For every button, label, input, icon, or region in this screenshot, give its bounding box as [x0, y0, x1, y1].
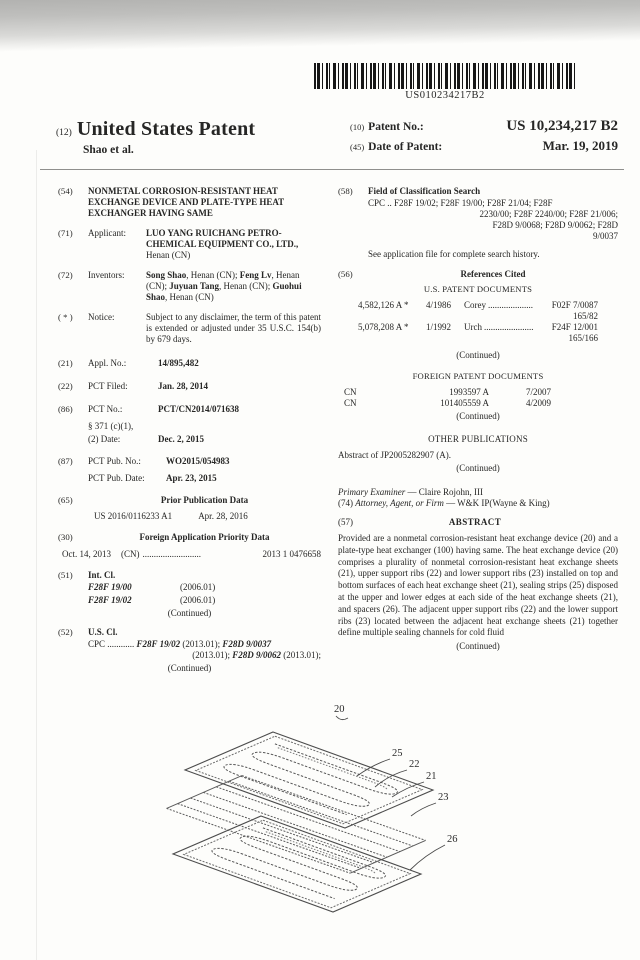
field-58-code: (58) — [338, 186, 353, 196]
prior-pub-date: Apr. 28, 2016 — [198, 511, 248, 521]
ref-date: 4/1986 — [426, 300, 452, 310]
field-87-code: (87) — [58, 456, 73, 466]
inventor-name: Feng Lv — [239, 270, 272, 280]
field-65-prior-pub — [58, 495, 321, 522]
label-23-leader — [411, 803, 436, 816]
bottom-plate — [173, 816, 421, 912]
inventors-value — [146, 270, 321, 303]
inventor-location: , Henan (CN); — [146, 270, 300, 291]
primary-examiner-line — [338, 487, 618, 498]
figure-label-20: 20 — [334, 704, 345, 715]
classification-version: (2006.01) — [180, 595, 216, 605]
figure-label-25: 25 — [392, 748, 403, 759]
search-note: See application file for complete search history. — [368, 249, 540, 259]
applicant-location: Henan (CN) — [146, 250, 191, 260]
kind-code-number: (12) — [56, 128, 72, 138]
field-30-priority — [58, 532, 321, 560]
us-cl-heading-row — [58, 627, 321, 638]
figure-drawing — [108, 698, 552, 930]
classification-code: F28F 19/02 — [136, 639, 181, 649]
spacer — [58, 421, 88, 432]
field-21-code: (21) — [58, 358, 73, 368]
int-cl-entry-line — [88, 595, 321, 606]
search-heading-row — [338, 186, 618, 197]
field-22-pct-filed — [58, 381, 321, 392]
leader-dots: .......................... — [142, 549, 201, 559]
inventor-name: Juyuan Tang — [169, 281, 220, 291]
field-22-code: (22) — [58, 381, 73, 391]
foreign-reference-row — [344, 387, 578, 398]
field-52-us-cl — [58, 627, 321, 674]
barcode-block — [312, 63, 578, 101]
attorney-label: Attorney, Agent, or Firm — [355, 498, 444, 508]
classification-code: F28D 9/0037 — [222, 639, 272, 649]
patent-date-row — [350, 138, 618, 154]
patent-date-label: Date of Patent: — [368, 141, 443, 153]
search-note-row — [338, 249, 618, 260]
abstract-heading-row — [338, 517, 618, 528]
pct-pub-date-label: PCT Pub. Date: — [88, 473, 145, 483]
figure-leader-lines — [336, 716, 445, 870]
patent-header — [56, 118, 618, 157]
field-74-code: (74) — [338, 498, 356, 508]
other-publications-heading: OTHER PUBLICATIONS — [428, 434, 528, 444]
us-cl-cpc-line1 — [58, 639, 321, 661]
priority-date: Oct. 14, 2013 — [62, 549, 111, 559]
field-56-code: (56) — [338, 269, 353, 279]
examiner-label: Primary Examiner — [338, 487, 406, 497]
field-87-pct-pub — [58, 456, 321, 484]
header-left — [56, 118, 255, 157]
patent-number-label: Patent No.: — [368, 121, 424, 133]
371-date-label: (2) Date: — [88, 434, 121, 444]
continued-note: (Continued) — [167, 608, 212, 618]
continued-note: (Continued) — [456, 350, 500, 360]
us-patent-docs-heading: U.S. PATENT DOCUMENTS — [423, 284, 533, 294]
pct-pub-date-row — [58, 473, 321, 484]
371-date-row — [58, 434, 321, 445]
ref-number: 4,582,126 A * — [358, 300, 409, 310]
field-58-search — [338, 186, 618, 260]
field-51-code: (51) — [58, 570, 73, 580]
cpc-lead: CPC ............ — [88, 639, 137, 649]
inventors-label: Inventors: — [88, 270, 125, 280]
pct-no-label: PCT No.: — [88, 404, 123, 414]
document-kind-line — [56, 118, 255, 141]
classification-code: F28F 19/00 — [88, 582, 132, 592]
field-71-code: (71) — [58, 228, 73, 238]
inventor-location: , Henan (CN); — [219, 281, 273, 291]
classification-code: F28D 9/0062 — [232, 650, 281, 660]
label-26-leader — [410, 845, 445, 870]
priority-entry — [62, 549, 321, 560]
cpc-line: 9/0037 — [592, 231, 618, 241]
left-column — [58, 184, 321, 674]
field-54-title — [58, 186, 321, 219]
ref-number: 5,078,208 A * — [358, 322, 409, 332]
spacer — [58, 434, 88, 445]
classification-version: (2013.01); — [180, 639, 223, 649]
field-72-inventors — [58, 270, 321, 303]
figure-label-22: 22 — [409, 759, 420, 770]
barcode — [314, 63, 576, 89]
classification-code: F28F 19/02 — [88, 595, 132, 605]
spacer — [58, 473, 88, 484]
spacer — [338, 249, 368, 260]
patent-number-value: US 10,234,217 B2 — [506, 118, 618, 134]
ref-class: F24F 12/001 — [551, 322, 598, 332]
foreign-patent-docs-heading: FOREIGN PATENT DOCUMENTS — [412, 371, 544, 381]
prior-pub-heading: Prior Publication Data — [160, 495, 249, 505]
field-30-code: (30) — [58, 532, 73, 542]
inventor-name: Guohui Shao — [146, 281, 302, 302]
classification-version: (2013.01); — [281, 650, 321, 660]
field-21-appl-no — [58, 358, 321, 369]
field-86-pct-no — [58, 404, 321, 445]
prior-pub-row — [94, 511, 321, 522]
371-row — [58, 421, 321, 432]
ref-date: 7/2007 — [525, 387, 551, 397]
continued-note: (Continued) — [456, 411, 500, 421]
references-heading: References Cited — [460, 269, 526, 279]
int-cl-entry-line — [88, 582, 321, 593]
field-72-code: (72) — [58, 270, 73, 280]
leader-dots: ...................... — [484, 322, 534, 332]
spacer — [58, 639, 88, 661]
abstract-section — [338, 517, 618, 652]
patent-date-field-code: (45) — [350, 142, 365, 152]
document-title: United States Patent — [76, 118, 256, 140]
header-divider — [40, 169, 624, 170]
cpc-line: CPC .. F28F 19/02; F28F 19/00; F28F 21/04; F28F — [368, 198, 553, 208]
ref-date: 4/2009 — [525, 398, 551, 408]
notice-field — [58, 312, 321, 345]
ref-number: 1993597 A — [449, 387, 489, 397]
attorney-name: — W&K IP(Wayne & King) — [443, 498, 550, 508]
prior-pub-heading-row — [58, 495, 321, 506]
abstract-text: Provided are a nonmetal corrosion-resistant heat exchange device (20) and a plate-type heat exchanger (100) having same. The heat exchange device (20) comprises a plurality of nonmetal corrosion-resistant heat exchange sheets (21), upper support ribs (22) and lower support ribs (23) installed on top and bottom surfaces of each heat exchange sheet (21), sealing strips (25) disposed at the upper and lower edges at each side of the heat exchange sheets (21), and spacers (26). The adjacent upper support ribs (22) and the lower support ribs (23) located between the adjacent heat exchange sheets (21) together define multiple sealing channels for cold fluid — [338, 533, 618, 638]
right-column — [338, 184, 618, 674]
references-heading-row — [338, 269, 618, 280]
priority-heading: Foreign Application Priority Data — [139, 532, 270, 542]
ref-country: CN — [344, 387, 357, 397]
foreign-reference-row — [344, 398, 578, 409]
bibliographic-columns — [58, 184, 618, 674]
top-plate — [185, 732, 433, 828]
priority-country: (CN) — [121, 549, 140, 559]
label-20-pointer — [336, 716, 348, 720]
spacer — [58, 595, 88, 606]
continued-note: (Continued) — [167, 663, 212, 673]
ref-name: Urch — [464, 322, 482, 332]
ref-country: CN — [344, 398, 357, 408]
inventor-location: , Henan (CN) — [165, 292, 214, 302]
field-65-code: (65) — [58, 495, 73, 505]
section-371-text: § 371 (c)(1), — [88, 421, 134, 431]
classification-version: (2013.01); — [192, 650, 233, 660]
us-cl-heading: U.S. Cl. — [88, 627, 118, 637]
cpc-line — [88, 639, 321, 661]
field-86-code: (86) — [58, 404, 73, 414]
notice-text: Subject to any disclaimer, the term of this patent is extended or adjusted under 35 U.S.C. 154(b) by 679 days. — [146, 312, 321, 344]
header-right — [350, 118, 618, 157]
figure-label-26: 26 — [447, 834, 458, 845]
notice-label: Notice: — [88, 312, 115, 322]
inventor-location: , Henan (CN); — [186, 270, 240, 280]
patent-figure — [108, 698, 552, 930]
us-references — [358, 300, 598, 344]
middle-support-ribs — [167, 776, 426, 874]
ref-subclass: 165/82 — [572, 311, 598, 321]
field-51-int-cl — [58, 570, 321, 619]
search-cpc-block — [338, 198, 618, 242]
applicant-value — [146, 228, 321, 261]
pct-pub-date-value: Apr. 23, 2015 — [166, 473, 217, 483]
cpc-lines — [368, 198, 618, 242]
int-cl-heading-row — [58, 570, 321, 581]
appl-no-label: Appl. No.: — [88, 358, 127, 368]
notice-code: ( * ) — [58, 312, 73, 322]
priority-number: 2013 1 0476658 — [262, 549, 321, 559]
patent-number-field-code: (10) — [350, 122, 365, 132]
ref-subclass: 165/166 — [568, 333, 598, 343]
371-date-value: Dec. 2, 2015 — [158, 434, 204, 444]
continued-note: (Continued) — [456, 463, 500, 473]
pct-pub-no-row — [58, 456, 321, 467]
examiner-name: — Claire Rojohn, III — [405, 487, 483, 497]
barcode-text: US010234217B2 — [405, 90, 485, 101]
continued-note: (Continued) — [456, 641, 500, 652]
first-named-party: Shao et al. — [83, 144, 134, 156]
ref-class: F02F 7/0087 — [551, 300, 598, 310]
abstract-heading: ABSTRACT — [448, 517, 502, 527]
foreign-references — [344, 387, 578, 409]
cpc-line2 — [88, 650, 321, 661]
field-57-code: (57) — [338, 517, 353, 527]
ref-date: 1/1992 — [426, 322, 452, 332]
patent-date-value: Mar. 19, 2019 — [542, 138, 618, 153]
applicant-name: LUO YANG RUICHANG PETRO-CHEMICAL EQUIPMENT CO., LTD., — [146, 228, 299, 249]
figure-labels — [334, 704, 458, 845]
examiner-block — [338, 487, 618, 509]
int-cl-entry — [58, 595, 321, 606]
classification-version: (2006.01) — [180, 582, 216, 592]
priority-heading-row — [58, 532, 321, 543]
pct-pub-no-label: PCT Pub. No.: — [88, 456, 141, 466]
appl-no-value: 14/895,482 — [158, 358, 199, 368]
cpc-line: 2230/00; F28F 2240/00; F28F 21/006; — [479, 209, 618, 219]
page-crease — [36, 150, 37, 960]
cpc-line: F28D 9/0068; F28D 9/0062; F28D — [492, 220, 618, 230]
field-54-code: (54) — [58, 186, 73, 196]
pct-pub-no-value: WO2015/054983 — [166, 456, 230, 466]
field-56-references — [338, 269, 618, 474]
spacer — [338, 198, 368, 242]
field-52-code: (52) — [58, 627, 73, 637]
scanner-shadow-band — [0, 0, 640, 52]
ref-name: Corey — [464, 300, 486, 310]
figure-label-21: 21 — [426, 771, 437, 782]
attorney-line — [338, 498, 618, 509]
patent-number-row — [350, 118, 618, 135]
us-reference-row — [358, 322, 598, 333]
applicant-label: Applicant: — [88, 228, 126, 238]
pct-no-row — [58, 404, 321, 415]
us-reference-row — [358, 300, 598, 311]
other-publication-entry: Abstract of JP2005282907 (A). — [338, 450, 451, 460]
inventor-name: Song Shao — [146, 270, 187, 280]
ref-number: 101405559 A — [440, 398, 489, 408]
invention-title: NONMETAL CORROSION-RESISTANT HEAT EXCHANGE DEVICE AND PLATE-TYPE HEAT EXCHANGER HAVING SAME — [88, 186, 285, 218]
field-71-applicant — [58, 228, 321, 261]
int-cl-entry — [58, 582, 321, 593]
pct-no-value: PCT/CN2014/071638 — [158, 404, 239, 414]
spacer — [58, 582, 88, 593]
int-cl-heading: Int. Cl. — [88, 570, 116, 580]
leader-dots: .................... — [488, 300, 533, 310]
prior-pub-number: US 2016/0116233 A1 — [94, 511, 173, 521]
pct-filed-value: Jan. 28, 2014 — [158, 381, 209, 391]
pct-filed-label: PCT Filed: — [88, 381, 128, 391]
search-heading: Field of Classification Search — [368, 186, 481, 196]
figure-label-23: 23 — [438, 792, 449, 803]
